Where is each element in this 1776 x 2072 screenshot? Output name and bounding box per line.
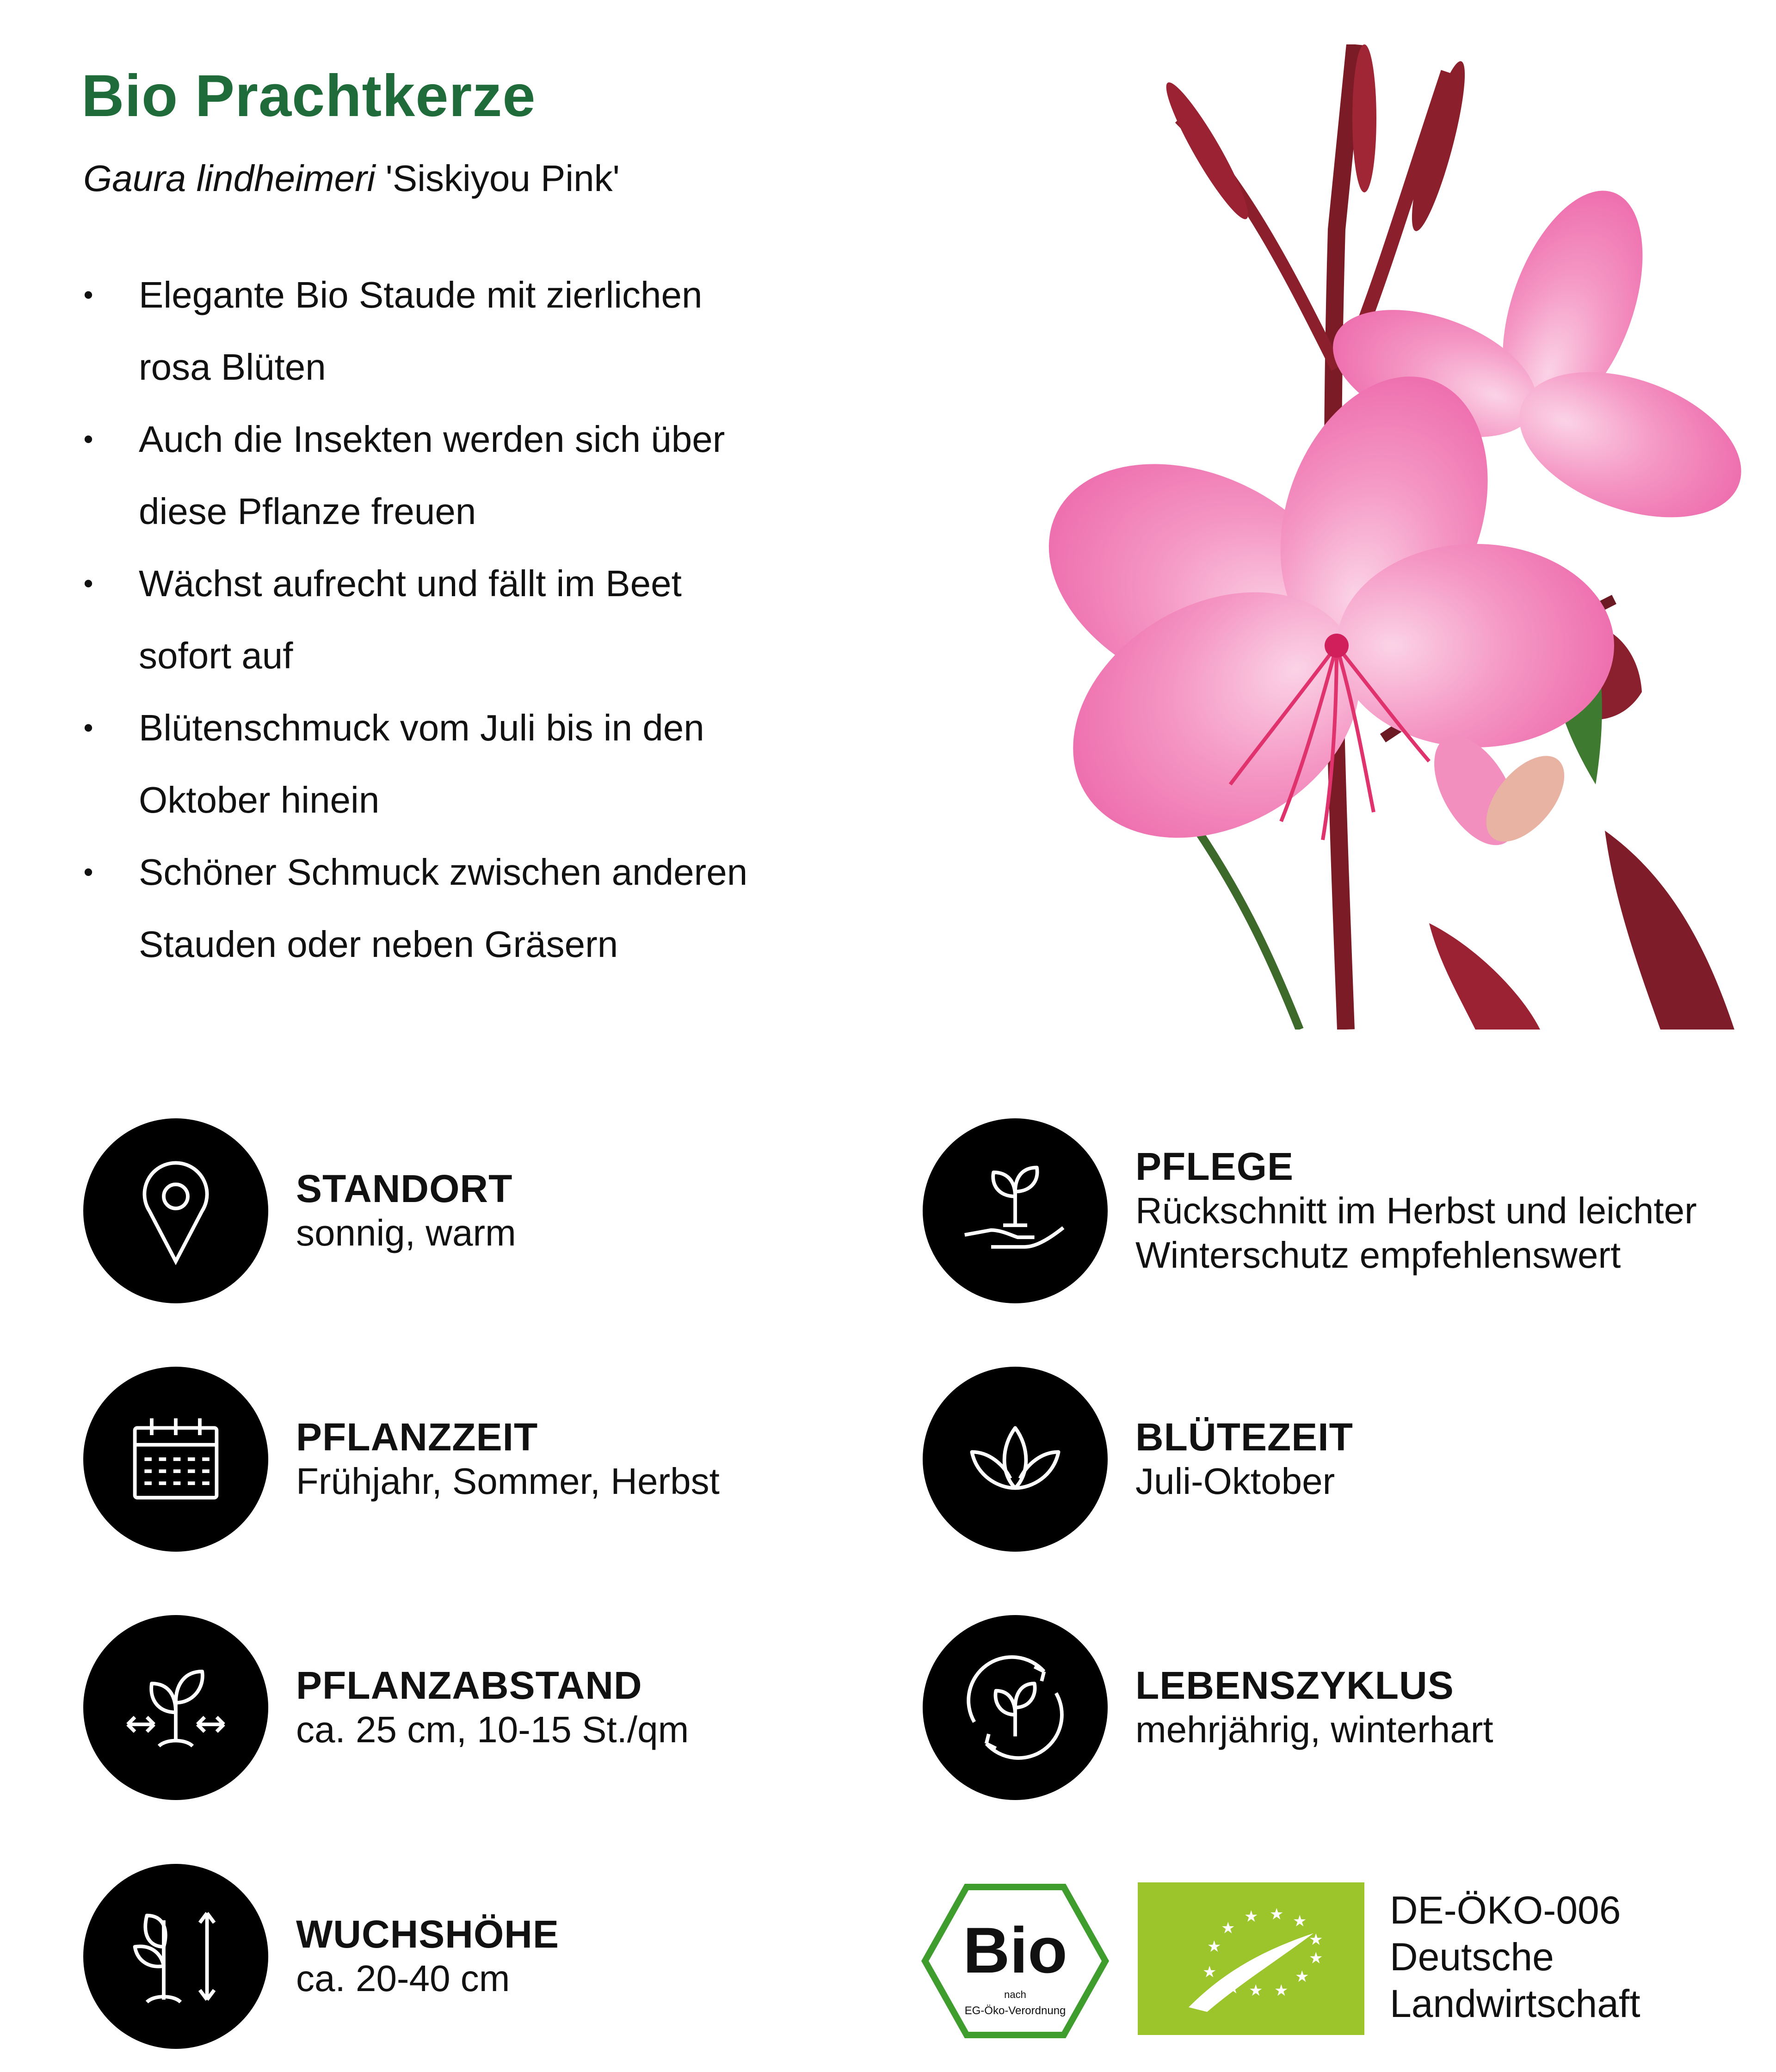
svg-text:nach: nach bbox=[1004, 1989, 1026, 2000]
feature-pflanzzeit bbox=[83, 1367, 720, 1552]
pflege-value-line1: Rückschnitt im Herbst und leichter bbox=[1135, 1190, 1697, 1232]
svg-text:★: ★ bbox=[1309, 1949, 1323, 1967]
bio-seal-icon bbox=[920, 1882, 1110, 2040]
botanical-name bbox=[83, 156, 620, 201]
wuchshoehe-icon-circle bbox=[83, 1864, 268, 2049]
feature-lebenszyklus bbox=[923, 1615, 1493, 1800]
svg-text:★: ★ bbox=[1207, 1937, 1221, 1956]
svg-text:★: ★ bbox=[1249, 1981, 1263, 2000]
svg-text:★: ★ bbox=[1309, 1930, 1323, 1949]
bullet-dot-icon: • bbox=[83, 568, 93, 599]
calendar-icon bbox=[116, 1399, 236, 1519]
pflanzabstand-value: ca. 25 cm, 10-15 St./qm bbox=[296, 1709, 689, 1751]
pflanzzeit-label: PFLANZZEIT bbox=[296, 1415, 538, 1459]
bullet-item: • Auch die Insekten werden sich über diese Pflanze freuen bbox=[81, 403, 821, 548]
feature-pflege bbox=[923, 1118, 1697, 1303]
certification-origin-line2: Landwirtschaft bbox=[1390, 1981, 1640, 2025]
cultivar-name: 'Siskiyou Pink' bbox=[385, 158, 620, 199]
feature-bluetezeit bbox=[923, 1367, 1353, 1552]
bullet-item: • Schöner Schmuck zwischen anderen Stauden oder neben Gräsern bbox=[81, 836, 821, 980]
svg-text:★: ★ bbox=[1293, 1912, 1307, 1930]
svg-text:★: ★ bbox=[1295, 1967, 1309, 1986]
bullet-dot-icon: • bbox=[83, 424, 93, 455]
bullet-item: • Elegante Bio Staude mit zierlichen rosa Blüten bbox=[81, 259, 821, 403]
feature-pflanzabstand bbox=[83, 1615, 689, 1800]
bullet-dot-icon: • bbox=[83, 279, 93, 310]
lebenszyklus-icon-circle bbox=[923, 1615, 1108, 1800]
certification-text bbox=[1390, 1887, 1640, 2027]
lebenszyklus-value: mehrjährig, winterhart bbox=[1135, 1709, 1493, 1751]
location-pin-icon bbox=[116, 1151, 236, 1271]
product-photo bbox=[920, 44, 1753, 1030]
pflege-value-line2: Winterschutz empfehlenswert bbox=[1135, 1234, 1621, 1276]
lotus-flower-icon bbox=[955, 1399, 1075, 1519]
svg-text:★: ★ bbox=[1226, 1979, 1240, 1998]
svg-text:★: ★ bbox=[1244, 1907, 1258, 1926]
bullet-dot-icon: • bbox=[83, 712, 93, 743]
pflanzzeit-icon-circle bbox=[83, 1367, 268, 1552]
page-title: Bio Prachtkerze bbox=[81, 63, 536, 129]
bullet-item: • Wächst aufrecht und fällt im Beet sofort auf bbox=[81, 548, 821, 692]
lebenszyklus-label: LEBENSZYKLUS bbox=[1135, 1663, 1454, 1707]
wuchshoehe-value: ca. 20-40 cm bbox=[296, 1958, 510, 1999]
feature-wuchshoehe bbox=[83, 1864, 559, 2049]
svg-text:★: ★ bbox=[1274, 1981, 1289, 2000]
bullet-dot-icon: • bbox=[83, 857, 93, 888]
svg-text:Bio: Bio bbox=[963, 1914, 1067, 1986]
eu-leaf-stars-icon bbox=[1138, 1882, 1364, 2035]
feature-bullet-list bbox=[81, 259, 821, 980]
pflege-label: PFLEGE bbox=[1135, 1144, 1294, 1188]
svg-text:★: ★ bbox=[1270, 1905, 1284, 1924]
eu-organic-logo bbox=[1138, 1882, 1364, 2035]
bullet-item: • Blütenschmuck vom Juli bis in den Oktober hinein bbox=[81, 692, 821, 836]
wuchshoehe-label: WUCHSHÖHE bbox=[296, 1912, 559, 1956]
pflege-icon-circle bbox=[923, 1118, 1108, 1303]
svg-text:★: ★ bbox=[1202, 1963, 1217, 1981]
plant-spacing-icon bbox=[116, 1647, 236, 1768]
svg-text:EG-Öko-Verordnung: EG-Öko-Verordnung bbox=[964, 2004, 1066, 2017]
bluetezeit-icon-circle bbox=[923, 1367, 1108, 1552]
certification-origin-line1: Deutsche bbox=[1390, 1935, 1554, 1979]
standort-label: STANDORT bbox=[296, 1166, 513, 1210]
certification-code: DE-ÖKO-006 bbox=[1390, 1888, 1621, 1932]
latin-name: Gaura lindheimeri bbox=[83, 158, 376, 199]
plant-height-icon bbox=[116, 1896, 236, 2016]
pflanzabstand-icon-circle bbox=[83, 1615, 268, 1800]
standort-icon-circle bbox=[83, 1118, 268, 1303]
bluetezeit-label: BLÜTEZEIT bbox=[1135, 1415, 1353, 1459]
plant-cycle-icon bbox=[955, 1647, 1075, 1768]
pflanzzeit-value: Frühjahr, Sommer, Herbst bbox=[296, 1461, 720, 1502]
bluetezeit-value: Juli-Oktober bbox=[1135, 1461, 1335, 1502]
hand-with-seedling-icon bbox=[955, 1151, 1075, 1271]
standort-value: sonnig, warm bbox=[296, 1212, 516, 1254]
svg-text:★: ★ bbox=[1221, 1919, 1235, 1937]
pflanzabstand-label: PFLANZABSTAND bbox=[296, 1663, 642, 1707]
feature-standort bbox=[83, 1118, 516, 1303]
